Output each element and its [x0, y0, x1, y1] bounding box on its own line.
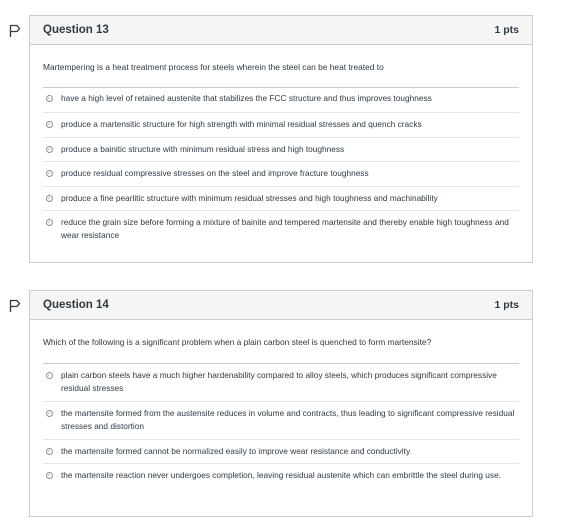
- answer-label: produce residual compressive stresses on the steel and improve fracture toughness: [61, 168, 369, 178]
- radio-button[interactable]: [46, 146, 53, 153]
- answer-label: the martensite formed cannot be normalized easily to improve wear resistance and conductivity: [61, 446, 411, 456]
- radio-button[interactable]: [46, 448, 53, 455]
- answer-label: the martensite reaction never undergoes completion, leaving residual austenite which can embrittle the steel during use.: [61, 470, 501, 480]
- question-points: 1 pts: [494, 299, 519, 311]
- answer-label: have a high level of retained austenite that stabilizes the FCC structure and thus improves toughness: [61, 93, 432, 103]
- radio-button[interactable]: [46, 195, 53, 202]
- answer-label: reduce the grain size before forming a mixture of bainite and tempered martensite and thereby enable high toughness and wear resistance: [61, 217, 509, 240]
- question-text: Which of the following is a significant problem when a plain carbon steel is quenched to form martensite?: [43, 337, 432, 347]
- answer-option[interactable]: [43, 463, 519, 501]
- answer-option[interactable]: [43, 210, 519, 250]
- radio-button[interactable]: [46, 372, 53, 379]
- flag-question-13-icon[interactable]: [9, 24, 21, 38]
- radio-button[interactable]: [46, 121, 53, 128]
- question-text: Martempering is a heat treatment process for steels wherein the steel can be heat treated to: [43, 62, 384, 72]
- answer-label: produce a martensitic structure for high strength with minimal residual stresses and quench cracks: [61, 119, 422, 129]
- radio-button[interactable]: [46, 472, 53, 479]
- flag-question-14-icon[interactable]: [9, 299, 21, 313]
- answer-label: plain carbon steels have a much higher hardenability compared to alloy steels, which produces significant compressive residual stresses: [61, 370, 497, 393]
- answer-list: [43, 363, 519, 501]
- radio-button[interactable]: [46, 95, 53, 102]
- answer-option[interactable]: [43, 112, 519, 137]
- question-14-header: [30, 291, 532, 320]
- radio-button[interactable]: [46, 170, 53, 177]
- radio-button[interactable]: [46, 219, 53, 226]
- answer-option[interactable]: [43, 186, 519, 210]
- answer-option[interactable]: [43, 439, 519, 463]
- answer-option[interactable]: [43, 137, 519, 161]
- answer-option[interactable]: [43, 401, 519, 439]
- question-13-header: [30, 16, 532, 45]
- answer-list: [43, 87, 519, 250]
- answer-label: produce a bainitic structure with minimum residual stress and high toughness: [61, 144, 345, 154]
- question-points: 1 pts: [494, 24, 519, 36]
- answer-option[interactable]: [43, 363, 519, 401]
- answer-option[interactable]: [43, 87, 519, 112]
- answer-option[interactable]: [43, 161, 519, 186]
- answer-label: produce a fine pearlitic structure with minimum residual stresses and high toughness and machinability: [61, 193, 438, 203]
- question-13: [29, 15, 533, 263]
- question-title: Question 13: [43, 24, 109, 36]
- question-title: Question 14: [43, 299, 109, 311]
- radio-button[interactable]: [46, 410, 53, 417]
- question-14: [29, 290, 533, 517]
- answer-label: the martensite formed from the austensite reduces in volume and contracts, thus leading to significant compressive residual stresses and distortion: [61, 408, 515, 431]
